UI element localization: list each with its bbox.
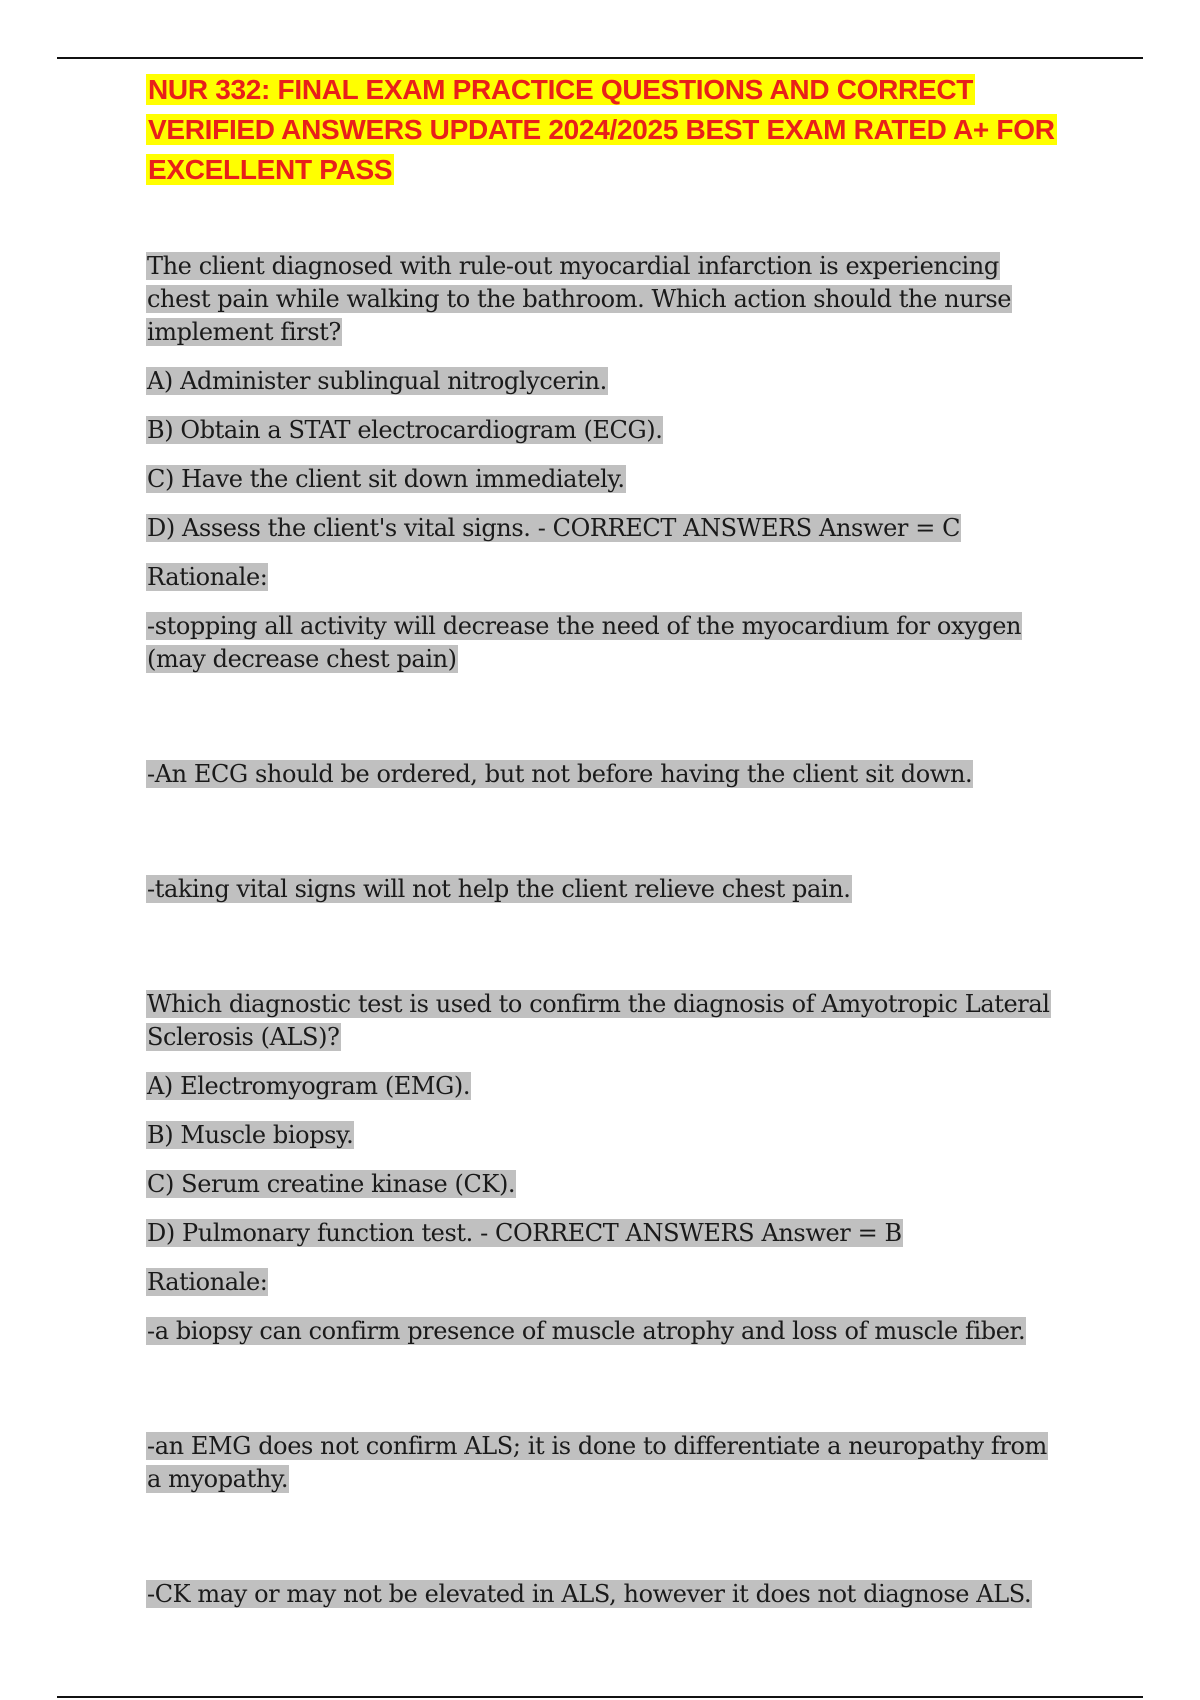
bottom-rule — [57, 1696, 1143, 1698]
question-1-rationale-label — [146, 561, 1066, 594]
question-1-option-d — [146, 512, 1066, 545]
document-body — [146, 70, 1066, 1627]
question-1-rationale-label-text: Rationale: — [147, 563, 268, 591]
question-1 — [146, 250, 1066, 906]
question-1-option-c — [146, 463, 1066, 496]
question-2-stem-text: Which diagnostic test is used to confirm the diagnosis of Amyotropic Lateral Sclerosis (ALS)? — [147, 990, 1050, 1051]
question-1-option-b-text: B) Obtain a STAT electrocardiogram (ECG). — [147, 416, 663, 444]
question-2-rationale-3-text: -CK may or may not be elevated in ALS, however it does not diagnose ALS. — [147, 1580, 1032, 1608]
question-2-option-a — [146, 1070, 1066, 1103]
question-2-rationale-label-text: Rationale: — [147, 1268, 268, 1296]
question-1-option-c-text: C) Have the client sit down immediately. — [147, 465, 625, 493]
question-2-rationale-2 — [146, 1430, 1066, 1496]
question-1-option-d-text: D) Assess the client's vital signs. - CORRECT ANSWERS Answer = C — [147, 514, 961, 542]
question-2-stem — [146, 988, 1066, 1054]
question-1-option-a — [146, 365, 1066, 398]
question-2 — [146, 988, 1066, 1611]
question-2-rationale-1 — [146, 1315, 1066, 1348]
question-2-option-b — [146, 1119, 1066, 1152]
question-2-rationale-1-text: -a biopsy can confirm presence of muscle atrophy and loss of muscle fiber. — [147, 1317, 1026, 1345]
question-1-rationale-3-text: -taking vital signs will not help the client relieve chest pain. — [147, 875, 851, 903]
document-title — [146, 70, 1066, 190]
document-title-text: NUR 332: FINAL EXAM PRACTICE QUESTIONS AND CORRECT VERIFIED ANSWERS UPDATE 2024/2025 BEST EXAM RATED A+ FOR EXCELLENT PASS — [148, 74, 1055, 185]
top-rule — [57, 57, 1143, 59]
question-1-stem-text: The client diagnosed with rule-out myocardial infarction is experiencing chest pain while walking to the bathroom. Which action should the nurse implement first? — [147, 252, 1012, 346]
question-1-rationale-2-text: -An ECG should be ordered, but not before having the client sit down. — [147, 760, 973, 788]
question-2-option-c — [146, 1168, 1066, 1201]
question-1-option-a-text: A) Administer sublingual nitroglycerin. — [147, 367, 607, 395]
question-2-rationale-2-text: -an EMG does not confirm ALS; it is done to differentiate a neuropathy from a myopathy. — [147, 1432, 1047, 1493]
question-2-option-a-text: A) Electromyogram (EMG). — [147, 1072, 471, 1100]
question-1-rationale-3 — [146, 873, 1066, 906]
question-2-option-c-text: C) Serum creatine kinase (CK). — [147, 1170, 516, 1198]
question-2-option-b-text: B) Muscle biopsy. — [147, 1121, 354, 1149]
question-2-option-d-text: D) Pulmonary function test. - CORRECT ANSWERS Answer = B — [147, 1219, 902, 1247]
question-1-rationale-1-text: -stopping all activity will decrease the need of the myocardium for oxygen (may decrease chest pain) — [147, 612, 1022, 673]
question-1-rationale-2 — [146, 758, 1066, 791]
question-2-rationale-label — [146, 1266, 1066, 1299]
question-2-option-d — [146, 1217, 1066, 1250]
question-2-rationale-3 — [146, 1578, 1066, 1611]
question-1-rationale-1 — [146, 610, 1066, 676]
question-1-option-b — [146, 414, 1066, 447]
question-1-stem — [146, 250, 1066, 349]
